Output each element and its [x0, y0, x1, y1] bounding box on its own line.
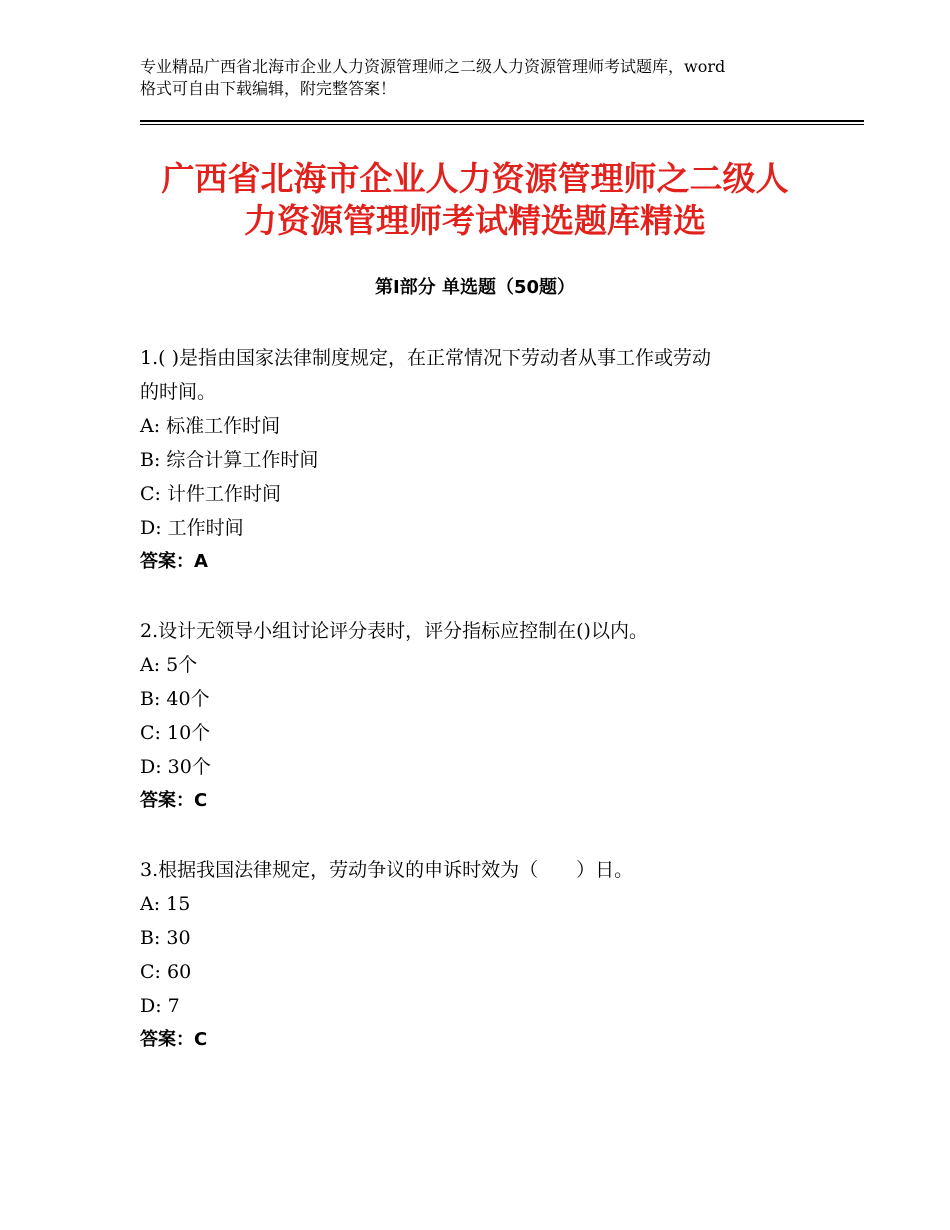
header-line-1: 专业精品广西省北海市企业人力资源管理师之二级人力资源管理师考试题库，word [140, 57, 726, 76]
answer: 答案：C [140, 790, 208, 811]
option-a: A: 15 [140, 893, 191, 915]
question-stem: 2.设计无领导小组讨论评分表时，评分指标应控制在()以内。 [140, 620, 648, 642]
page-header [140, 56, 830, 100]
question-stem-continued: 的时间。 [140, 381, 217, 403]
option-b: B: 30 [140, 927, 191, 949]
header-divider-thin [140, 124, 864, 125]
option-d: D: 7 [140, 995, 180, 1017]
option-b: B: 40个 [140, 688, 210, 710]
question-stem: 1.( )是指由国家法律制度规定，在正常情况下劳动者从事工作或劳动 [140, 347, 711, 369]
title-line-2: 力资源管理师考试精选题库精选 [244, 201, 706, 240]
answer: 答案：C [140, 1029, 208, 1050]
header-line-2: 格式可自由下载编辑，附完整答案！ [140, 79, 397, 98]
section-heading: 第Ⅰ部分 单选题（50题） [374, 277, 575, 298]
document-title [100, 158, 850, 242]
question-stem: 3.根据我国法律规定，劳动争议的申诉时效为（ ）日。 [140, 859, 634, 881]
title-line-1: 广西省北海市企业人力资源管理师之二级人 [161, 159, 789, 198]
option-a: A: 标准工作时间 [140, 415, 281, 437]
header-divider-thick [140, 120, 864, 122]
option-c: C: 计件工作时间 [140, 483, 281, 505]
answer: 答案：A [140, 551, 208, 572]
question-1 [140, 341, 820, 579]
option-b: B: 综合计算工作时间 [140, 449, 319, 471]
option-c: C: 60 [140, 961, 192, 983]
option-c: C: 10个 [140, 722, 211, 744]
option-d: D: 30个 [140, 756, 211, 778]
question-3 [140, 853, 820, 1057]
question-2 [140, 614, 820, 818]
option-d: D: 工作时间 [140, 517, 244, 539]
option-a: A: 5个 [140, 654, 198, 676]
